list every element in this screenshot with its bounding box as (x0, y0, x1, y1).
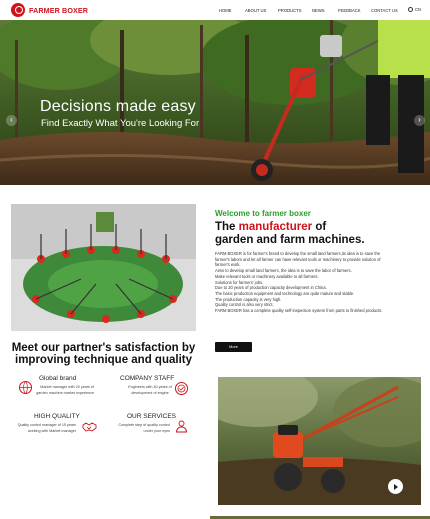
feature-desc-line: Engineers with 40 years of (128, 385, 172, 389)
feature-desc-line: Quality control manager of 15 years (17, 423, 76, 427)
nav-about-us[interactable]: ABOUT US (245, 7, 267, 13)
hero-title: Decisions made easy (40, 98, 196, 115)
manufacturer-headline-line2: garden and farm machines. (215, 234, 365, 246)
products-display-image (11, 204, 196, 331)
brand-name: FARMER BOXER (29, 5, 89, 15)
logo-emblem-icon (11, 3, 25, 17)
about-paragraphs (215, 251, 395, 314)
feature-name-company-staff: COMPANY STAFF (120, 375, 175, 382)
chevron-right-icon[interactable]: › (414, 115, 425, 126)
next-section-strip (0, 514, 430, 519)
about-paragraph: The basic production equipment and technology are quite mature and stable. (215, 290, 355, 296)
brand-logo[interactable] (11, 3, 88, 17)
feature-desc-our-services (108, 423, 170, 434)
globe-gift-icon (18, 380, 33, 395)
feature-desc-line: development of engine (131, 390, 169, 395)
feature-desc-line: under your eyes (143, 428, 170, 433)
globe-icon (408, 7, 413, 12)
feature-name-our-services: OUR SERVICES (127, 413, 177, 420)
welcome-heading: Welcome to farmer boxer (215, 209, 311, 218)
language-switch[interactable] (408, 7, 421, 12)
chevron-left-icon[interactable]: ‹ (6, 115, 17, 126)
headline-pre: The (215, 221, 239, 233)
hero-banner (0, 20, 430, 185)
about-paragraph: Make relevant tools or machinery available to all farmers. (215, 273, 319, 279)
feature-name-high-quality: HIGH QUALITY (34, 413, 80, 420)
more-button[interactable]: More (215, 342, 252, 352)
nav-news[interactable]: NEWS (312, 7, 325, 13)
seal-badge-icon (174, 381, 189, 396)
about-paragraph: FARM BOXER has a complete quality self-inspection system from parts to finished products. (215, 308, 383, 314)
feature-desc-line: working with Market manager (27, 428, 76, 433)
headline-post: of (312, 221, 327, 233)
nav-home[interactable]: HOME (219, 7, 232, 13)
about-paragraph: The production capacity is very high. (215, 296, 282, 302)
partner-title-line2: improving technique and quality (15, 354, 192, 366)
about-paragraph: FARM BOXER is for farmer's brand to develop the small land farmers,its idea is to save the farmer's labors and let all farmer can have relevant tools or machinery to provide solution of farmer's work. (215, 251, 381, 268)
service-person-icon (174, 419, 189, 434)
language-label: CN (415, 7, 422, 12)
about-paragraph: Due to 20 years of production capacity development in China. (215, 285, 327, 291)
partner-title-line1: Meet our partner's satisfaction by (11, 342, 196, 354)
headline-highlight: manufacturer (238, 221, 313, 233)
about-paragraph: Quality control is also very strict. (215, 302, 274, 308)
feature-desc-line: garden machine market experience (36, 390, 94, 395)
manufacturer-headline (215, 221, 326, 233)
hero-subtitle: Find Exactly What You're Looking For (41, 118, 200, 129)
feature-desc-line: Complete step of quality control (118, 423, 170, 427)
about-paragraph: Aims to develop small land farmers, the idea is to save the labor of farmers. (215, 268, 352, 274)
nav-feedback[interactable]: FEEDBACK (338, 7, 361, 13)
site-header (0, 0, 430, 20)
nav-products[interactable]: PRODUCTS (278, 7, 302, 13)
play-icon[interactable] (388, 479, 403, 494)
feature-name-global-brand: Global brand (39, 375, 77, 382)
nav-contact-us[interactable]: CONTACT US (371, 7, 398, 13)
about-paragraph: Solutions for farmers' jobs. (215, 279, 264, 285)
feature-desc-high-quality (0, 423, 76, 434)
feature-desc-line: Market manager with 20 years of (40, 385, 94, 389)
handshake-icon (82, 419, 97, 434)
